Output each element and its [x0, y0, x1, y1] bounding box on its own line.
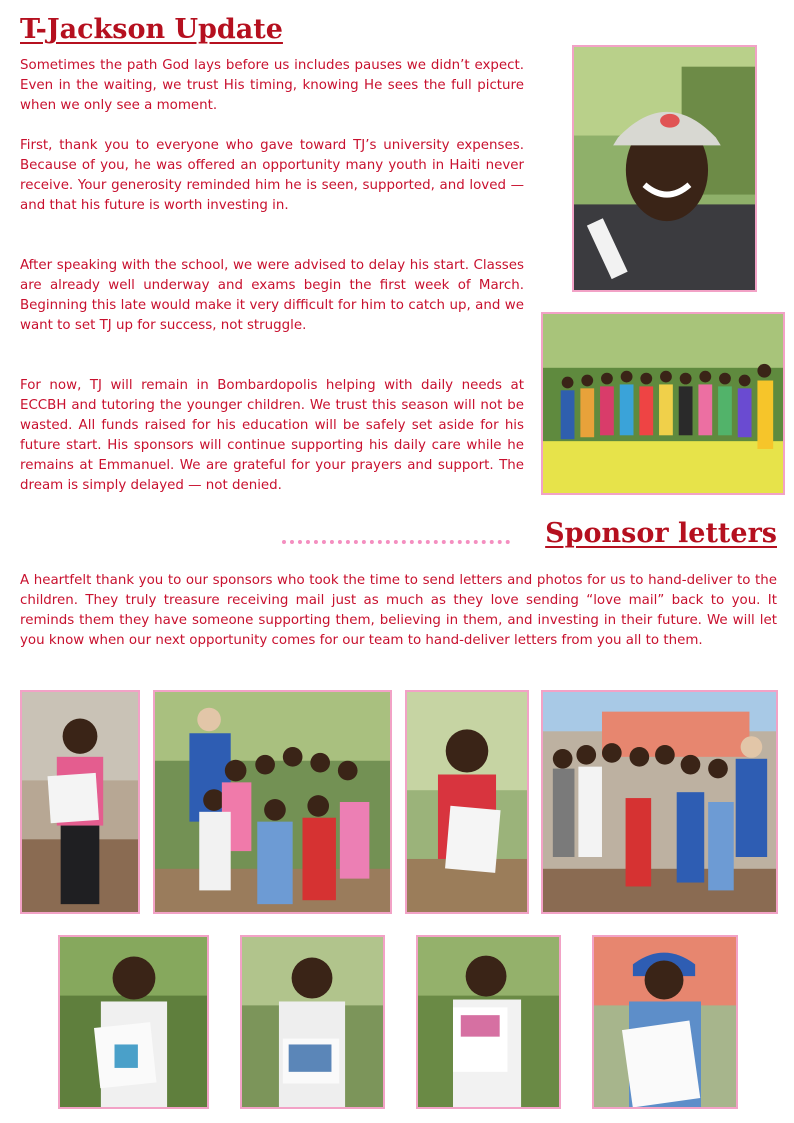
sponsor-photo-8	[592, 935, 738, 1109]
tj-portrait-photo	[572, 45, 757, 292]
sponsor-photo-3	[405, 690, 529, 914]
sponsor-photo-1	[20, 690, 140, 914]
group-photo	[541, 312, 785, 495]
sponsor-photo-4	[541, 690, 778, 914]
sponsor-photo-7	[416, 935, 561, 1109]
section-divider	[282, 540, 510, 544]
tj-paragraph-3: After speaking with the school, we were advised to delay his start. Classes are already well underway and exams begin the first week of March. Beginning this late would make it very difficult for him to catch up, and we want to set TJ up for success, not struggle.	[20, 258, 524, 333]
sponsor-photo-2	[153, 690, 392, 914]
sponsor-letters-title: Sponsor letters	[545, 518, 777, 549]
tj-update-title: T-Jackson Update	[20, 14, 283, 45]
tj-paragraph-2: First, thank you to everyone who gave toward TJ’s university expenses. Because of you, he was offered an opportunity many youth in Haiti never receive. Your generosity reminded him he is seen, supported, and loved — and that his future is worth investing in.	[20, 138, 524, 213]
tj-paragraph-1: Sometimes the path God lays before us includes pauses we didn’t expect. Even in the waiting, we trust His timing, knowing He sees the full picture when we only see a moment.	[20, 58, 524, 113]
sponsor-photo-6	[240, 935, 385, 1109]
sponsor-photo-5	[58, 935, 209, 1109]
sponsor-letters-paragraph: A heartfelt thank you to our sponsors who took the time to send letters and photos for us to hand-deliver to the children. They truly treasure receiving mail just as much as they love sending “love mail” back to you. It reminds them they have someone supporting them, believing in them, and investing in their future. We will let you know when our next opportunity comes for our team to hand-deliver letters from you all to them.	[20, 573, 777, 648]
tj-paragraph-4: For now, TJ will remain in Bombardopolis helping with daily needs at ECCBH and tutoring the younger children. We trust this season will not be wasted. All funds raised for his education will be safely set aside for his future start. His sponsors will continue supporting his daily care while he remains at Emmanuel. We are grateful for your prayers and support. The dream is simply delayed — not denied.	[20, 378, 524, 493]
